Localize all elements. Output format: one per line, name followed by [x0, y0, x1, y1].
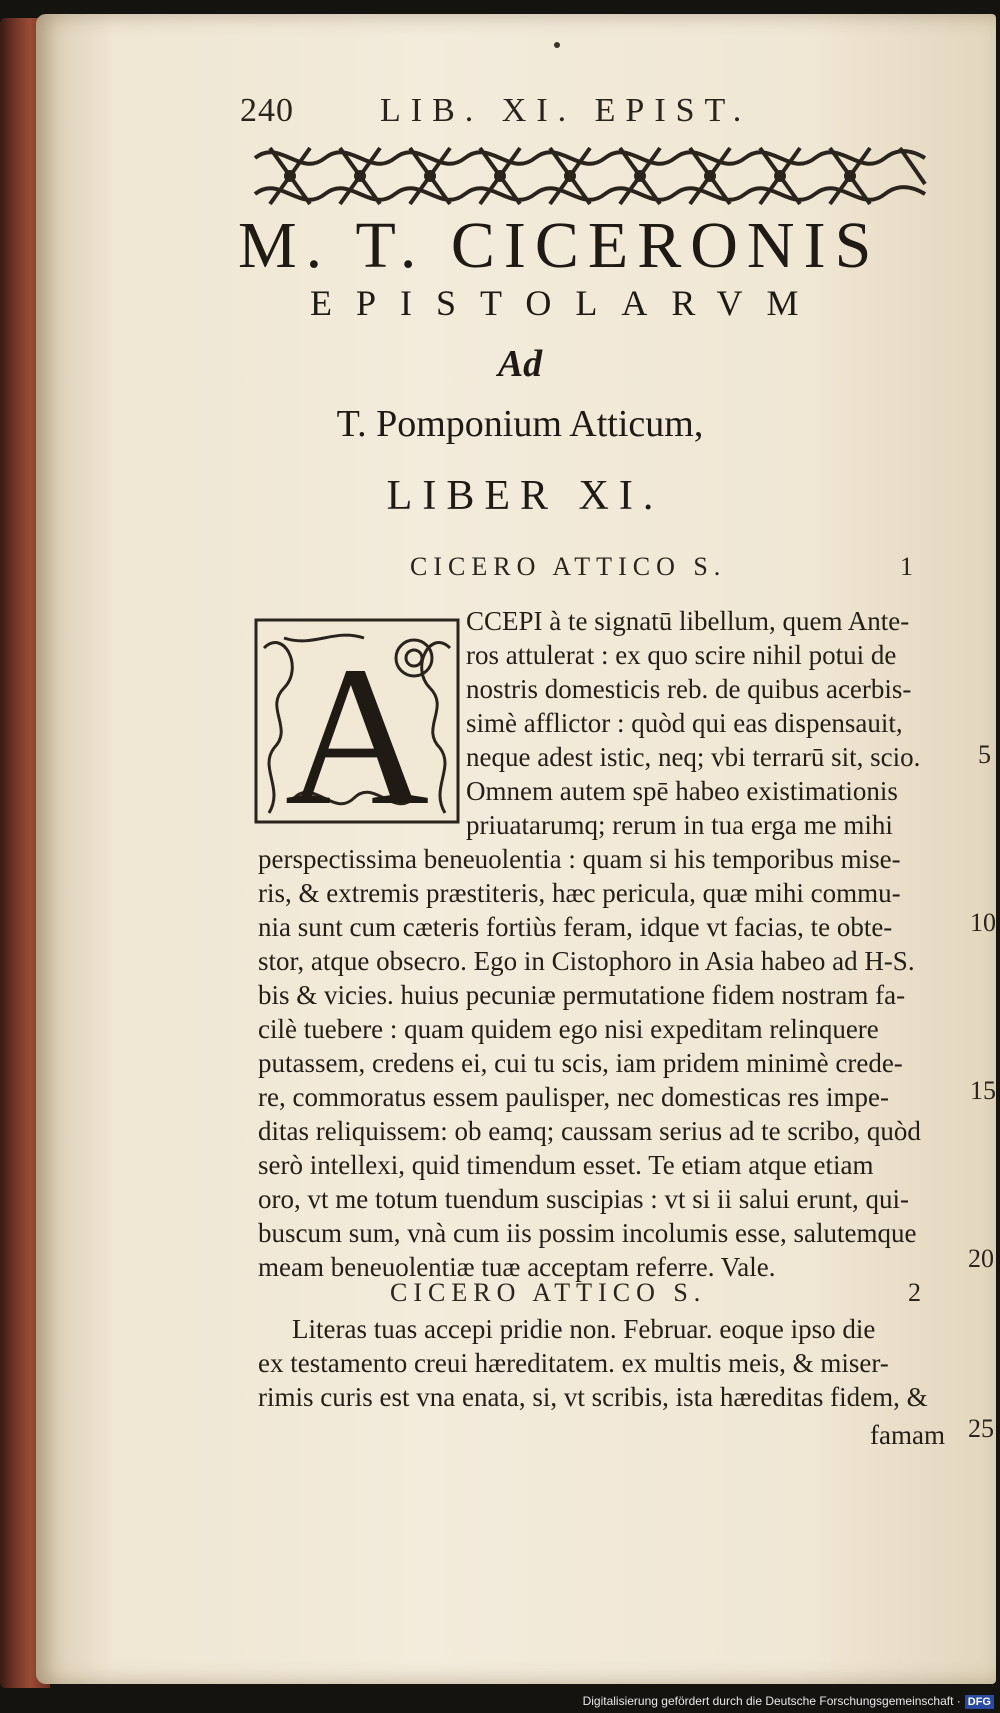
title-work: EPISTOLARVM	[310, 283, 823, 323]
text-line: nia sunt cum cæteris fortiùs feram, idque vt facias, te obte-	[258, 912, 893, 942]
text-line: Literas tuas accepi pridie non. Februar. eoque ipso die	[292, 1314, 876, 1344]
title-ad: Ad	[497, 343, 543, 385]
text-line: meam beneuolentiæ tuæ acceptam referre. Vale.	[258, 1252, 776, 1282]
text-line: priuatarumq; rerum in tua erga me mihi	[466, 810, 893, 840]
letter-2-body	[258, 1312, 958, 1414]
ink-dot	[554, 42, 560, 48]
page-number: 240	[240, 92, 294, 129]
text-line: bis & vicies. huius pecuniæ permutatione fidem nostram fa-	[258, 980, 906, 1010]
letter-1-number: 1	[900, 552, 913, 581]
text-line: rimis curis est vna enata, si, vt scribis, ista hæreditas fidem, &	[258, 1382, 928, 1412]
text-line: oro, vt me totum tuendum suscipias : vt si ii salui erunt, qui-	[258, 1184, 909, 1214]
line-number-20: 20	[968, 1244, 994, 1273]
catchword: famam	[870, 1420, 945, 1450]
letter-1-body	[258, 842, 958, 1284]
letter-2-salutation: CICERO ATTICO S.	[390, 1278, 707, 1307]
text-line: ex testamento creui hæreditatem. ex multis meis, & miser-	[258, 1348, 889, 1378]
text-line: ris, & extremis præstiteris, hæc pericula, quæ mihi commu-	[258, 878, 901, 908]
ornament-band	[250, 138, 930, 214]
text-line: ditas reliquissem: ob eamq; caussam serius ad te scribo, quòd	[258, 1116, 921, 1146]
text-line: buscum sum, vnà cum iis possim incolumis esse, salutemque	[258, 1218, 917, 1248]
line-number-10: 10	[970, 908, 996, 937]
line-number-25: 25	[968, 1414, 994, 1443]
letter-1-opening	[466, 604, 966, 842]
text-line: CCEPI à te signatū libellum, quem Ante-	[466, 606, 910, 636]
credit-text: Digitalisierung gefördert durch die Deutsche Forschungsgemeinschaft ·	[582, 1694, 961, 1708]
title-recipient: T. Pomponium Atticum,	[336, 403, 704, 445]
letter-2-number: 2	[908, 1278, 921, 1307]
digitization-credit	[583, 1694, 994, 1712]
text-line: perspectissima beneuolentia : quam si his temporibus mise-	[258, 844, 901, 874]
title-author: M. T. CICERONIS	[238, 209, 881, 282]
text-line: cilè tuebere : quam quidem ego nisi expeditam relinquere	[258, 1014, 879, 1044]
text-line: stor, atque obsecro. Ego in Cistophoro in Asia habeo ad H-S.	[258, 946, 915, 976]
text-line: nostris domesticis reb. de quibus acerbis-	[466, 674, 912, 704]
text-line: serò intellexi, quid timendum esset. Te etiam atque etiam	[258, 1150, 874, 1180]
text-line: Omnem autem spē habeo existimationis	[466, 776, 898, 806]
dfg-logo: DFG	[965, 1695, 994, 1709]
initial-letter: A	[284, 626, 430, 824]
running-head-title: LIB. XI. EPIST.	[380, 92, 752, 129]
text-line: neque adest istic, neq; vbi terrarū sit, scio.	[466, 742, 921, 772]
line-number-15: 15	[970, 1076, 996, 1105]
running-head	[240, 92, 1000, 132]
letter-1-salutation: CICERO ATTICO S.	[410, 552, 727, 581]
text-line: ros attulerat : ex quo scire nihil potui de	[466, 640, 897, 670]
line-number-5: 5	[978, 740, 991, 769]
book-number: LIBER XI.	[386, 473, 664, 519]
text-line: putassem, credens ei, cui tu scis, iam pridem minimè crede-	[258, 1048, 903, 1078]
text-line: simè afflictor : quòd qui eas dispensauit,	[466, 708, 903, 738]
text-line: re, commoratus essem paulisper, nec domesticas res impe-	[258, 1082, 889, 1112]
decorated-initial	[254, 618, 460, 824]
